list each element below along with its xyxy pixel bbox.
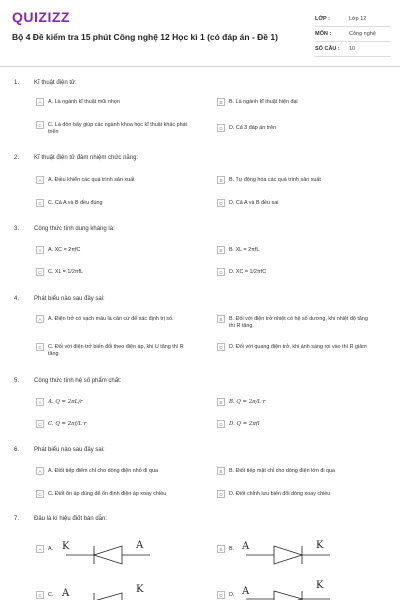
option-b[interactable]	[217, 399, 374, 406]
diode-terminal-label: K	[316, 540, 324, 551]
option-letter-badge: B	[217, 398, 225, 406]
option-letter-badge: B	[217, 176, 225, 184]
question-number: 3.	[14, 226, 20, 232]
meta-row-subject	[315, 27, 391, 42]
option-letter-badge: C	[36, 199, 44, 207]
option-a[interactable]	[36, 399, 193, 406]
option-letter-badge: D	[217, 420, 225, 428]
meta-value: Công nghệ	[349, 31, 376, 37]
option-d[interactable]	[217, 344, 374, 351]
option-a[interactable]	[36, 99, 193, 106]
option-b[interactable]	[217, 99, 374, 106]
question-text: Kĩ thuật điện tử:	[34, 80, 77, 86]
diode-triangle	[94, 546, 122, 564]
quizizz-logo: QUIZIZZ	[12, 9, 70, 25]
option-text: A. Q = 2πL/r	[48, 399, 83, 405]
option-a[interactable]	[36, 247, 193, 254]
option-text: C.	[48, 592, 54, 598]
option-a[interactable]	[36, 546, 53, 553]
question-text: Công thức tính dung kháng là:	[34, 226, 115, 232]
option-c[interactable]	[36, 421, 193, 428]
option-b[interactable]	[217, 468, 374, 475]
option-letter-badge: A	[36, 176, 44, 184]
option-text: C. Cả A và B đều đúng	[48, 200, 103, 206]
option-letter-badge: B	[217, 246, 225, 254]
option-c[interactable]	[36, 122, 193, 136]
diode-terminal-label: K	[136, 584, 144, 595]
option-letter-badge: D	[217, 199, 225, 207]
option-d[interactable]	[217, 421, 374, 428]
option-c[interactable]	[36, 269, 193, 276]
meta-label: MÔN :	[315, 31, 332, 37]
option-b[interactable]	[217, 316, 374, 330]
question-number: 6.	[14, 447, 20, 453]
diode-terminal-label: K	[62, 541, 70, 552]
question-number: 1.	[14, 80, 20, 86]
page-title: Bộ 4 Đề kiểm tra 15 phút Công nghệ 12 Học kì 1 (có đáp án - Đề 1)	[12, 32, 278, 42]
option-text: B.	[229, 546, 235, 552]
meta-value: Lớp 12	[349, 16, 367, 22]
diode-terminal-label: K	[316, 580, 324, 591]
diode-terminal-label: A	[136, 540, 144, 551]
option-d[interactable]	[217, 592, 234, 599]
diode-triangle	[274, 546, 302, 564]
option-text: D. XC = 1/2πfC	[229, 269, 267, 275]
meta-value: 10	[349, 46, 356, 52]
question-text: Công thức tính hệ số phẩm chất:	[34, 378, 122, 384]
meta-row-class	[315, 12, 391, 27]
option-letter-badge: A	[36, 315, 44, 323]
option-text: C. Q = 2πf/L·r	[48, 421, 87, 427]
diode-symbol-b	[238, 538, 338, 568]
option-letter-badge: D	[217, 268, 225, 276]
option-text: A. Điều khiển các quá trình sản xuất	[48, 177, 135, 183]
diode-triangle	[274, 591, 302, 600]
option-a[interactable]	[36, 177, 193, 184]
header	[0, 0, 400, 67]
option-a[interactable]	[36, 316, 193, 323]
option-letter-badge: A	[36, 98, 44, 106]
question-number: 4.	[14, 296, 20, 302]
option-b[interactable]	[217, 247, 374, 254]
meta-label: LỚP :	[315, 16, 330, 22]
option-text: A. Là ngành kĩ thuật mũi nhọn	[48, 99, 120, 105]
option-b[interactable]	[217, 177, 374, 184]
question-number: 2.	[14, 155, 20, 161]
question-text: Đâu là kí hiệu điốt bán dẫn:	[34, 516, 108, 522]
option-letter-badge: C	[36, 490, 44, 498]
option-letter-badge: B	[217, 315, 225, 323]
question-text: Kĩ thuật điện tử đảm nhiệm chức năng:	[34, 155, 139, 161]
option-letter-badge: A	[36, 398, 44, 406]
option-d[interactable]	[217, 269, 374, 276]
question-number: 7.	[14, 516, 20, 522]
option-c[interactable]	[36, 491, 193, 498]
option-letter-badge: D	[217, 490, 225, 498]
option-letter-badge: C	[36, 343, 44, 351]
option-letter-badge: D	[217, 591, 225, 599]
option-letter-badge: D	[217, 343, 225, 351]
diode-symbol-c	[58, 584, 158, 600]
option-text: A.	[48, 546, 54, 552]
option-c[interactable]	[36, 200, 193, 207]
option-text: A. Điện trở có vạch màu là căn cứ để xác định trị số.	[48, 316, 174, 322]
option-text: C. Điốt ổn áp dùng để ổn định điện áp xoay chiều	[48, 491, 167, 497]
diode-terminal-label: A	[242, 541, 250, 552]
option-letter-badge: A	[36, 545, 44, 553]
question-text: Phát biểu nào sau đây sai:	[34, 447, 105, 453]
option-text: D. Điốt chỉnh lưu biến đổi dòng xoay chiều	[229, 491, 331, 497]
meta-row-count	[315, 42, 391, 57]
option-text: C. XL = 1/2πfL	[48, 269, 84, 275]
option-text: D.	[229, 592, 235, 598]
option-letter-badge: C	[36, 420, 44, 428]
option-d[interactable]	[217, 200, 374, 207]
option-text: C. Đối với điện trở biến đổi theo điện áp, khi U tăng thì R tăng	[48, 344, 184, 357]
option-text: B. Là ngành kĩ thuật hiện đại	[229, 99, 298, 105]
option-text: B. Q = 2π/L·r	[229, 399, 266, 405]
diode-triangle	[94, 593, 122, 600]
diode-symbol-d	[238, 580, 338, 600]
option-c[interactable]	[36, 592, 53, 599]
option-d[interactable]	[217, 125, 374, 132]
option-text: D. Cả 3 đáp án trên	[229, 125, 277, 131]
option-a[interactable]	[36, 468, 193, 475]
option-letter-badge: D	[217, 124, 225, 132]
option-text: A. XC = 2πfC	[48, 247, 81, 253]
option-letter-badge: A	[36, 467, 44, 475]
option-text: B. Điốt tiếp mặt chỉ cho dòng điện lớn đi qua	[229, 468, 336, 474]
option-d[interactable]	[217, 491, 374, 498]
option-text: D. Q = 2πfl	[229, 421, 260, 427]
diode-symbol-a	[58, 538, 158, 568]
option-letter-badge: B	[217, 545, 225, 553]
option-letter-badge: B	[217, 98, 225, 106]
meta-label: SỐ CÂU :	[315, 46, 340, 52]
option-letter-badge: B	[217, 467, 225, 475]
option-text: D. Cả A và B đều sai	[229, 200, 279, 206]
option-c[interactable]	[36, 344, 193, 358]
option-letter-badge: C	[36, 268, 44, 276]
diode-terminal-label: A	[242, 586, 250, 597]
option-letter-badge: A	[36, 246, 44, 254]
option-b[interactable]	[217, 546, 234, 553]
option-text: B. Đối với điện trở nhiệt có hệ số dương, khi nhiệt độ tăng thì R tăng.	[229, 316, 368, 329]
option-letter-badge: C	[36, 121, 44, 129]
question-number: 5.	[14, 378, 20, 384]
option-text: D. Đối với quang điện trở, khi ánh sáng rọi vào thì R giảm	[229, 344, 367, 350]
option-text: A. Điốt tiếp điểm chỉ cho dòng điện nhỏ đi qua	[48, 468, 158, 474]
question-text: Phát biểu nào sau đây sai:	[34, 296, 105, 302]
diode-terminal-label: A	[62, 588, 70, 599]
option-text: B. XL = 2πfL	[229, 247, 260, 253]
meta-table	[315, 12, 391, 57]
option-text: B. Tự động hóa các quá trình sản xuất	[229, 177, 321, 183]
option-letter-badge: C	[36, 591, 44, 599]
option-text: C. Là đòn bẩy giúp các ngành khoa học kĩ thuật khác phát triển	[48, 122, 188, 135]
